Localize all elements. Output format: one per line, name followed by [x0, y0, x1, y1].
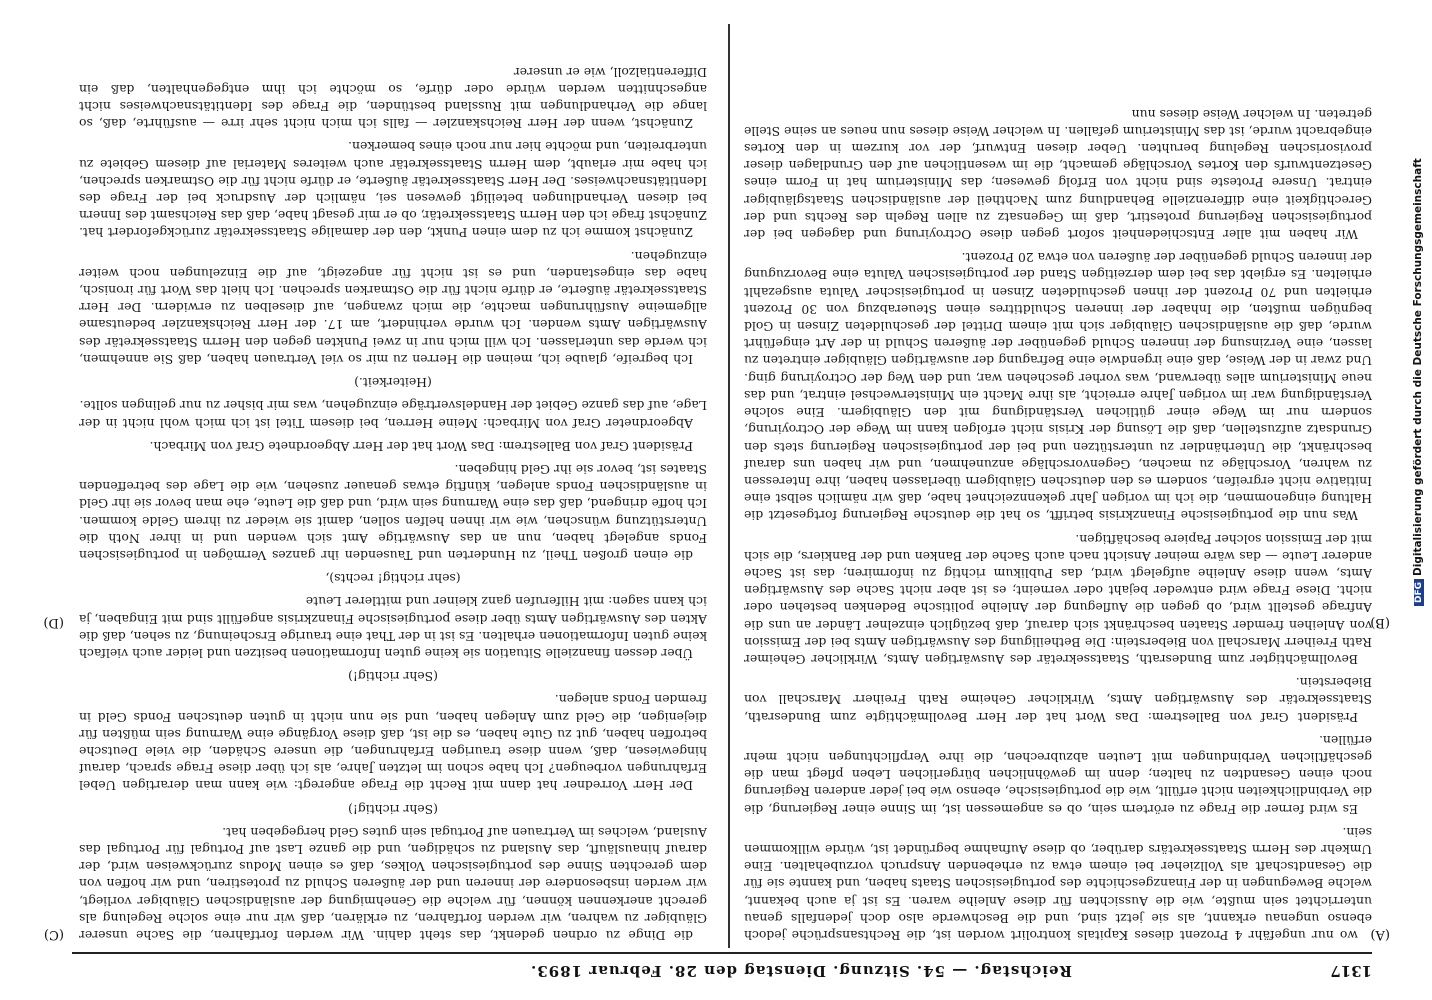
- text-column-right: [79, 24, 707, 944]
- column-divider: [729, 24, 731, 948]
- paragraph: Was nun die portugiesische Finanzkrisis betrifft, so hat die deutsche Regierung fortgesetzt die Haltung eingenommen, die ich im vorigen Jahr gekennzeichnet habe, daß wir nämlich selbst eine Initiative nicht ergreifen, sondern es den deutschen Gläubigern überlassen haben, ihre Interessen zu wahren, Vorschläge zu machen, Gegenvorschläge anzunehmen, und wir haben uns darauf beschränkt, die Unterhändler zu unterstützen und bei der portugiesischen Regierung stets den Grundsatz aufzustellen, daß die Lösung der Krisis nicht erfolgen kann im Wege der Octroyirung, sondern nur im Wege einer gütlichen Verständigung mit den Gläubigern. Eine solche Verständigung war im vorigen Jahre erreicht, als ihre Macht ein Ministerwechsel eintrat, und das neue Ministerium alles überwand, was vorher geschehen war, und den Weg der Octroyirung ging. Und zwar in der Weise, daß eine irgendwie eine Befragung der auswärtigen Gläubiger eintreten zu lassen, eine Verzinsung der inneren Schuld gegenüber der äußeren Schuld in der Art eingeführt wurde, daß die ausländischen Gläubiger sich mit einem Drittel der geschuldeten Zinsen in Gold begnügen mußten, die Inhaber der inneren Schuldtitres einen Steuerabzug von 30 Prozent erhielten und 70 Prozent der ihnen geschuldeten Zinsen in portugiesischer Valuta ausgezahlt erhielten. Es ergiebt das bei dem derzeitigen Stand der portugiesischen Valuta eine Bevorzugung der inneren Schuld gegenüber der äußeren von etwa 20 Prozent.: [744, 250, 1372, 524]
- interjection: (Sehr richtig!): [348, 801, 438, 817]
- page-number: 1317: [1330, 962, 1372, 980]
- header-rule: [72, 952, 1372, 954]
- paragraph: Über dessen finanzielle Situation sie keine guten Informationen besitzen und leider auch vielfach keine guten Informationen erhalten. Es ist in der That eine traurige Erscheinung, zu sehen, daß die Akten des Auswärtigen Amts über diese portugiesische Finanzkrisis angefüllt sind mit Eingaben, ja ich kann sagen: mit Hilferufen ganz kleiner und mittlerer Leute: [79, 594, 707, 661]
- digitization-credit: [1412, 158, 1426, 606]
- paragraph: Zunächst, wenn der Herr Reichskanzler — falls ich mich nicht sehr irre — ausführte, daß, so lange die Verhandlungen mit Russland bestünden, die Frage des Identitätsnachweises nicht angeschnitten werden würde oder dürfe, so möchte ich ihm entgegenhalten, daß ein Differentialzoll, wie er unserer: [79, 64, 707, 132]
- text-column-left: [744, 24, 1372, 944]
- margin-marker-c: (C): [43, 927, 64, 942]
- paragraph: Der Herr Vorredner hat dann mit Recht die Frage angeregt: wie kann man derartigen Uebel Erfahrungen vorbeugen? Ich habe schon im letzten Jahre, als ich über diese Frage sprach, darauf hingewiesen, daß, wenn diese traurigen Erfahrungen, die unsere Schäden, die viele Deutsche betroffen haben, gut zu Gute haben, es die ist, daß diese Vorgänge eine Warnung sein müßten für diejenigen, die Geld zum Anlegen haben, und sie nun nicht in guten deutschen Fonds Geld in fremden Fonds anlegen.: [79, 692, 707, 794]
- paragraph: Es wird ferner die Frage zu erörtern sein, ob es angemessen ist, im Sinne einer Regierung, die die Verbindlichkeiten nicht erfüllt, wie die portugiesische, ebenso wie bei jeder anderen Regierung noch einen Gesandten zu halten; denn im gewöhnlichen bürgerlichen Leben pflegt man die geschäftlichen Verbindungen mit Leuten abzubrechen, die ihre Verpflichtungen nicht mehr erfüllen.: [744, 732, 1372, 817]
- page-header: [72, 950, 1372, 986]
- credit-text: Digitalisierung gefördert durch die Deutsche Forschungsgemeinschaft: [1412, 158, 1424, 576]
- margin-marker-b: (B): [1370, 615, 1390, 630]
- interjection: (sehr richtig! rechts),: [325, 571, 461, 587]
- paragraph: Zunächst komme ich zu dem einen Punkt, den der damalige Staatssekretär zurückgefordert hat. Zunächst frage ich den Herrn Staatssekretär, ob er mir gesagt habe, daß das Reichsamt des Innern bei diesen Verhandlungen beteiligt gewesen sei, nämlich der Ausdruck bei der Frage des Identitätsnachweises. Der Herr Staatssekretär äußerte, er dürfe nicht für die Ostmarken sprechen, ich habe mir erlaubt, dem Herrn Staatssekretär auch weiteres Material auf diesem Gebiete zu unterbreiten, und möchte hier nur noch eines bemerken.: [79, 139, 707, 241]
- paragraph: Abgeordneter Graf von Mirbach: Meine Herren, bei diesem Titel ist ich mich wohl nicht in der Lage, auf das ganze Gebiet der Handelsverträge einzugehen, was mir bisher zu nur gelingen sollte.: [79, 398, 707, 431]
- paragraph: wo nur ungefähr 4 Prozent dieses Kapitals kontrolirt worden ist, die Rechtsansprüche jedoch ebenso ungenau erkannt, als sie jetzt sind, und die Beschwerde also doch jedenfalls genau unterrichtet sein mußte, wie die Aussichten für diese Anleihe waren. Es ist ja auch bekannt, welche Bewegungen in der Finanzgeschichte des portugiesischen Staats haben, und kannte sie für die Gesandtschaft als Vollzieher bei einem etwa zu erhebenden Anspruch vorzubehalten. Eine Umkehr des Herrn Staatssekretärs darüber, ob diese Aufnahme begründet ist, würde willkommen sein.: [744, 824, 1372, 943]
- paragraph: Präsident Graf von Ballestrem: Das Wort hat der Herr Abgeordnete Graf von Mirbach.: [149, 438, 693, 454]
- paragraph: Präsident Graf von Ballestrem: Das Wort hat der Herr Bevollmächtigte zum Bundesrath, Staatssekretär des Auswärtigen Amts, Wirklicher Geheime Rath Freiherr Marschall von Bieberstein.: [744, 675, 1372, 725]
- paragraph: Ich begreife, glaube ich, meinen die Herren zu mir so viel Vertrauen haben, daß Sie annehmen, ich werde das unterlassen. Ich will mich nur in zwei Punkten gegen den Herrn Staatssekretär des Auswärtigen Amts wenden. Ich wurde verhindert, am 17. der Herr Reichskanzler bedeutsame allgemeine Ausführungen machte, die mich zwangen, auf dieselben zu erwidern. Der Herr Staatssekretär äußerte, er dürfe nicht für die Ostmarken sprechen. Ich hielt das Wort für ironisch, habe das eingestanden, und es ist nicht für angezeigt, auf die Einzelungen noch weiter einzugehen.: [79, 248, 707, 367]
- paragraph: Wir haben mit aller Entschiedenheit sofort gegen diese Octroyirung und dagegen bei der portugiesischen Regierung protestirt, daß im Gegensatz zu allen Regeln des Rechts und der Gerechtigkeit eine differenzielle Behandlung zum Nachtheil der ausländischen Staatsgläubiger eintrat. Unsere Proteste sind nicht von Erfolg gewesen; das Ministerium hat in Form eines Gesetzentwurfs den Kortes Vorschläge gemacht, die im wesentlichen auf den Grundlagen dieser provisorischen Regelung beruhten. Ueber diesen Entwurf, der vor kurzem in den Kortes eingebracht wurde, ist das Ministerium gefallen. In welcher Weise dieses nun neues an seine Stelle getreten. In welcher Weise dieses nun: [744, 106, 1372, 243]
- interjection: (Sehr richtig!): [348, 669, 438, 685]
- page-title: Reichstag. — 54. Sitzung. Dienstag den 28. Februar 1893.: [530, 962, 1072, 980]
- paragraph: die einen großen Theil, zu Hunderten und Tausenden ihr ganzes Vermögen in portugiesischen Fonds angelegt haben, nun an das Auswärtige Amt sich wenden und in ihrer Noth die Unterstützung wünschen, wie wir ihnen helfen sollen, damit sie wieder zu ihrem Gelde kommen. Ich hoffe dringend, daß das eine Warnung sein wird, und daß die Leute, ehe man bevor sie ihr Geld in ausländischen Fonds anlegen, künftig etwas genauer zusehen, wie die Lage des betreffenden Staates ist, bevor sie ihr Geld hingeben.: [79, 461, 707, 563]
- paragraph: Bevollmächtigter zum Bundesrath, Staatssekretär des Auswärtigen Amts, Wirklicher Geheimer Rath Freiherr Marschall von Bieberstein: Die Betheiligung des Auswärtigen Amts bei der Emission von Anleihen fremder Staaten beschränkt sich darauf, daß bezüglich einzelner Länder an uns die Anfrage gestellt wird, ob gegen die Auflegung der Anleihe politische Bedenken bestehen oder nicht. Diese Frage wird entweder bejaht oder verneint; es ist aber nicht Sache des Auswärtigen Amts, wenn diese Anleihe aufgelegt wird, das Publikum richtig zu informiren; das ist Sache anderer Leute — das wäre meiner Ansicht nach auch Sache der Banken und der Bankiers, die sich mit der Emission solcher Papiere beschäftigen.: [744, 531, 1372, 667]
- paragraph: die Dinge zu ordnen gedenkt, das steht dahin. Wir werden fortfahren, die Sache unserer Gläubiger zu wahren, wir werden fortfahren, zu erklären, daß wir nur eine solche Regelung als gerecht anerkennen können, für welche die Genehmigung der ausländischen Gläubiger vorliegt, wir werden insbesondere der inneren und der äußeren Schuld zu protestiren, und wir hoffen von dem gerechten Sinne des portugiesischen Volkes, daß es einen Modus zurückweisen wird, der darauf hinausläuft, das Ausland zu schädigen, und die ganze Last auf Portugal für Portugal das Ausland, welches im Vertrauen auf Portugal sein gutes Geld hergegeben hat.: [79, 824, 707, 943]
- interjection: (Heiterkeit.): [354, 375, 432, 391]
- margin-marker-a: (A): [1370, 927, 1390, 942]
- dfg-logo: DFG: [1414, 579, 1424, 606]
- margin-marker-d: (D): [43, 615, 64, 630]
